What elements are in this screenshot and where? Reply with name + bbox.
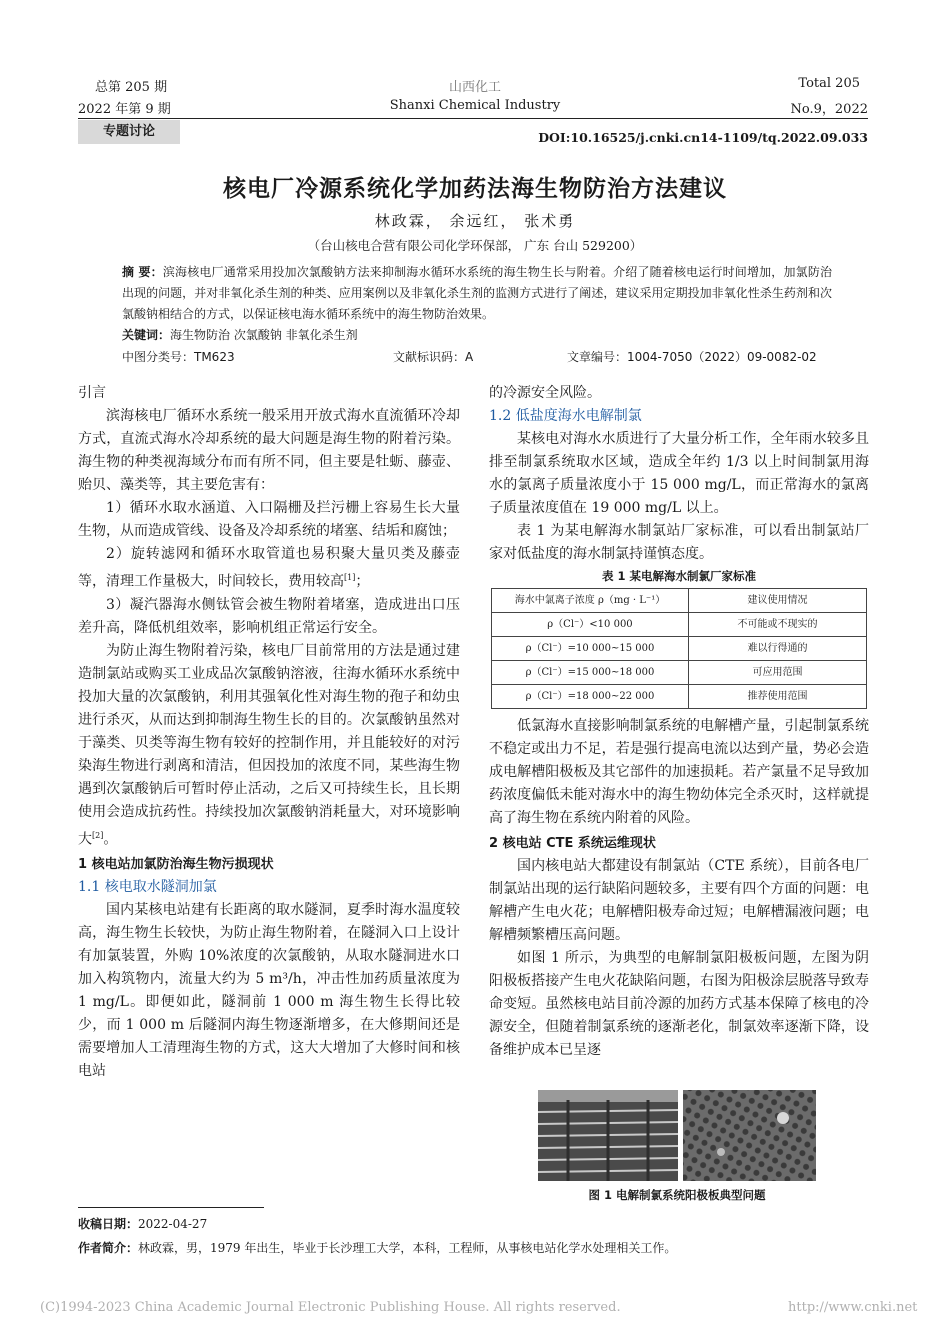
received-label: 收稿日期： [78,1217,139,1231]
section-heading-1-1: 1.1 核电取水隧洞加氯 [78,879,217,896]
abstract-label: 摘 要： [122,265,163,279]
citation: [1] [344,573,356,582]
paragraph: 3）凝汽器海水侧钛管会被生物附着堵塞，造成进出口压差升高，降低机组效率，影响机组正常运行安全。 [78,596,460,636]
paragraph: 的冷源安全风险。 [489,385,601,401]
author-bio [78,1239,676,1256]
table-cell: ρ（Cl⁻）<10 000 [492,613,689,637]
table-cell: 推荐使用范围 [689,685,867,709]
figure-caption: 图 1 电解制氯系统阳极板典型问题 [588,1188,766,1202]
affiliation: （台山核电合营有限公司化学环保部， 广东 台山 529200） [307,238,643,253]
paragraph: 国内某核电站建有长距离的取水隧洞，夏季时海水温度较高，海生物生长较快，为防止海生物附着，在隧洞入口上设计有加氯装置，外购 10%浓度的次氯酸钠，从取水隧洞进水口加入构筑物内，流量大约为 5 m³/h，冲击性加药质量浓度为 1 mg/L。即便如此，隧洞前 1 000 m 海生物生长得比较少，而 1 000 m 后隧洞内海生物逐渐增多，在大修期间还是需要增加人工清理海生物的方式，这大大增加了大修时间和核电站 [78,902,460,1080]
paragraph-text: 为防止海生物附着污染，核电厂目前常用的方法是通过建造制氯站或购买工业成品次氯酸钠溶液，往海水循环水系统中投加大量的次氯酸钠，利用其强氧化性对海生物的孢子和幼虫进行杀灭，从而达到抑制海生物生长的目的。次氯酸钠虽然对于藻类、贝类等海生物有较好的控制作用，并且能较好的对污染海生物进行剥离和清洁，但因投加的浓度不同，某些海生物遇到次氯酸钠后可暂时停止活动，之后又可持续生长，且长期使用会造成抗药性。持续投加次氯酸钠消耗量大，对环境影响大 [78,642,460,848]
figure-right-photo [683,1090,816,1181]
received-date [78,1215,207,1232]
table-cell: 不可能或不现实的 [689,613,867,637]
figure-left-photo [538,1090,678,1181]
paragraph: 表 1 为某电解海水制氯站厂家标准，可以看出制氯站厂家对低盐度的海水制氯持谨慎态度。 [489,523,869,562]
article-title: 核电厂冷源系统化学加药法海生物防治方法建议 [223,176,727,202]
paragraph: 某核电对海水水质进行了大量分析工作，全年雨水较多且排至制氯系统取水区域，造成全年约 1/3 以上时间制氯用海水的氯离子质量浓度小于 15 000 mg/L，而正常海水的氯离子质量浓度值在 19 000 mg/L 以上。 [489,431,869,516]
table-caption: 表 1 某电解海水制氯厂家标准 [601,569,756,583]
paragraph: 国内核电站大都建设有制氯站（CTE 系统），目前各电厂制氯站出现的运行缺陷问题较多，主要有四个方面的问题：电解槽产生电火花；电解槽阳极寿命过短；电解槽漏液问题；电解槽频繁槽压高问题。 [489,858,869,943]
abstract [122,262,832,325]
table-cell: ρ（Cl⁻）=10 000~15 000 [492,637,689,661]
journal-name-en: Shanxi Chemical Industry [389,98,561,113]
keywords-label: 关键词： [122,328,171,342]
cnki-link[interactable]: http://www.cnki.net [788,1300,918,1315]
paragraph-text: 2）旋转滤网和循环水取管道也易积聚大量贝类及藤壶等，清理工作量极大，时间较长，费用较高 [78,546,460,590]
issue-date-cn: 2022 年第 9 期 [78,102,171,117]
document-code: 文献标识码：A [393,350,474,364]
table-cell: ρ（Cl⁻）=18 000~22 000 [492,685,689,709]
table-header-cell: 海水中氯离子浓度 ρ（mg · L⁻¹） [492,589,689,613]
paragraph: 1）循环水取水涵道、入口隔栅及拦污栅上容易生长大量生物，从而造成管线、设备及冷却系统的堵塞、结垢和腐蚀； [78,500,460,539]
column-tag: 专题讨论 [78,120,180,144]
table-header-row [492,589,867,613]
anode-spark-illustration [538,1090,678,1181]
footnote-rule [78,1207,264,1208]
table-row [492,613,867,637]
issue-no-en: No.9，2022 [790,102,868,117]
authors: 林政霖， 余远红， 张术勇 [374,212,576,230]
article-number: 文章编号：1004-7050（2022）09-0082-02 [567,350,817,364]
punctuation: ； [355,573,370,590]
section-heading-1: 1 核电站加氯防治海生物污损现状 [78,857,274,873]
paragraph: 如图 1 所示，为典型的电解制氯阳极板问题，左图为阴阳极板搭接产生电火花缺陷问题，右图为阳极涂层脱落导致寿命变短。虽然核电站目前冷源的加药方式基本保障了核电的冷源安全，但随着制氯系统的逐渐老化，制氯效率逐渐下降，设备维护成本已呈逐 [489,950,869,1058]
table-header-cell: 建议使用情况 [689,589,867,613]
keywords [122,326,358,343]
section-heading-1-2: 1.2 低盐度海水电解制氯 [489,408,642,424]
received-value: 2022-04-27 [138,1217,208,1231]
abstract-text: 滨海核电厂通常采用投加次氯酸钠方法来抑制海水循环水系统的海生物生长与附着。介绍了随着核电运行时间增加，加氯防治出现的问题，并对非氧化杀生剂的种类、应用案例以及非氧化杀生剂的监测方式进行了阐述，建议采用定期投加非氧化性杀生药剂和次氯酸钠相结合的方式，以保证核电海水循环系统中的海生物防治效果。 [122,265,832,321]
paragraph [78,640,460,852]
bio-text: 林政霖，男，1979 年出生，毕业于长沙理工大学，本科，工程师，从事核电站化学水处理相关工作。 [138,1241,677,1255]
citation: [2] [92,830,104,840]
clc-number: 中图分类号：TM623 [122,350,235,364]
right-column [489,382,869,1062]
paragraph: 滨海核电厂循环水系统一般采用开放式海水直流循环冷却方式，直流式海水冷却系统的最大问题是海生物的附着污染。海生物的种类视海域分布而有所不同，但主要是牡蛎、藤壶、贻贝、藻类等，其主要危害有： [78,408,460,493]
table-cell: ρ（Cl⁻）=15 000~18 000 [492,661,689,685]
table-row [492,661,867,685]
section-heading-2: 2 核电站 CTE 系统运维现状 [489,836,656,851]
issue-number-cn: 总第 205 期 [95,80,168,95]
table-row [492,685,867,709]
left-column [78,382,460,1083]
journal-name-cn: 山西化工 [448,80,501,95]
paragraph: 低氯海水直接影响制氯系统的电解槽产量，引起制氯系统不稳定或出力不足，若是强行提高电流以达到产量，势必会造成电解槽阳极板及其它部件的加速损耗。若产氯量不足导致加药浓度偏低未能对海水中的海生物幼体完全杀灭时，这样就提高了海生物在系统内附着的风险。 [489,718,869,826]
table-row [492,637,867,661]
standard-table [491,588,867,709]
bio-label: 作者简介： [78,1241,139,1255]
issue-total-en: Total 205 [798,76,860,91]
doi: DOI:10.16525/j.cnki.cn14-1109/tq.2022.09.033 [538,130,868,145]
intro-heading: 引言 [78,385,106,401]
table-cell: 可应用范围 [689,661,867,685]
keywords-text: 海生物防治 次氯酸钠 非氧化杀生剂 [170,328,358,342]
anode-coating-illustration [683,1090,816,1181]
copyright-line: (C)1994-2023 China Academic Journal Electronic Publishing House. All rights reserved. [40,1300,621,1315]
header-rule [78,118,868,119]
table-cell: 难以行得通的 [689,637,867,661]
paragraph [78,543,460,594]
punctuation: 。 [103,831,118,848]
